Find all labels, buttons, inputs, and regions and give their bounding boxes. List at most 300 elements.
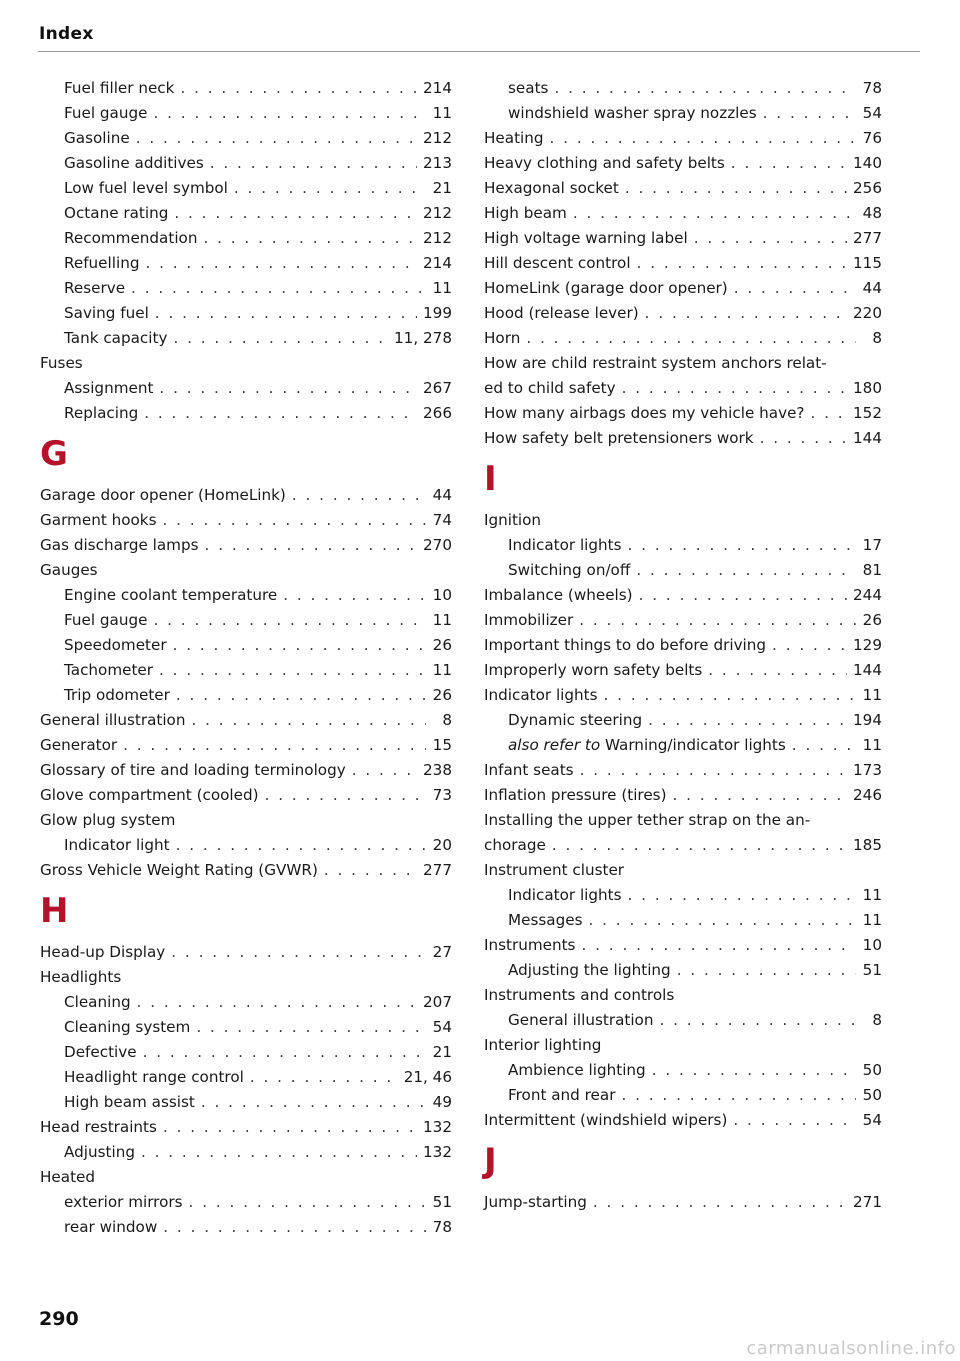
dot-leader — [621, 1083, 856, 1108]
dot-leader — [141, 1140, 417, 1165]
dot-leader — [144, 401, 417, 426]
index-entry — [40, 483, 452, 508]
page-reference: 8 — [872, 1011, 882, 1029]
dot-leader — [191, 708, 426, 733]
page-reference: 50 — [862, 1061, 882, 1079]
index-entry — [40, 1140, 452, 1165]
section-letter-j: J — [484, 1141, 497, 1181]
page-reference: 44 — [862, 279, 882, 297]
entry-term: Adjusting the lighting — [508, 961, 671, 979]
dot-leader — [552, 833, 847, 858]
page-reference: 266 — [423, 404, 452, 422]
dot-leader — [622, 376, 847, 401]
page-reference: 152 — [853, 404, 882, 422]
entries-i — [484, 508, 882, 1133]
entry-term — [508, 733, 786, 758]
entry-term: Gauges — [40, 561, 98, 579]
index-entry — [40, 783, 452, 808]
entry-term: Garage door opener (HomeLink) — [40, 486, 286, 504]
page-reference: 44 — [432, 486, 452, 504]
page-reference: 15 — [432, 736, 452, 754]
dot-leader — [137, 990, 417, 1015]
page-reference: 11 — [862, 686, 882, 704]
dot-leader — [210, 151, 417, 176]
entry-term: How are child restraint system anchors relat- — [484, 354, 827, 372]
page-reference: 214 — [423, 254, 452, 272]
page-reference: 144 — [853, 429, 882, 447]
index-entry — [484, 1008, 882, 1033]
index-entry — [40, 808, 452, 833]
page-number: 290 — [39, 1308, 79, 1330]
page-reference: 140 — [853, 154, 882, 172]
entry-term: Instruments and controls — [484, 986, 675, 1004]
entry-term: Glossary of tire and loading terminology — [40, 761, 346, 779]
page-reference: 220 — [853, 304, 882, 322]
entry-term: windshield washer spray nozzles — [508, 104, 757, 122]
index-entry — [40, 176, 452, 201]
index-entry — [40, 301, 452, 326]
entry-term: Trip odometer — [64, 686, 170, 704]
entry-term: Indicator lights — [484, 686, 598, 704]
index-entry — [40, 276, 452, 301]
index-entry — [40, 633, 452, 658]
dot-leader — [708, 658, 847, 683]
page-reference: 132 — [423, 1143, 452, 1161]
entry-term: Inflation pressure (tires) — [484, 786, 667, 804]
dot-leader — [550, 126, 856, 151]
entry-term: General illustration — [40, 711, 186, 729]
entries-h-cont — [484, 76, 882, 451]
entry-term: Defective — [64, 1043, 137, 1061]
page-reference: 271 — [853, 1193, 882, 1211]
dot-leader — [604, 683, 856, 708]
entry-term: Gross Vehicle Weight Rating (GVWR) — [40, 861, 318, 879]
entry-term: Imbalance (wheels) — [484, 586, 633, 604]
index-entry — [40, 101, 452, 126]
entry-term: Instruments — [484, 936, 576, 954]
dot-leader — [648, 708, 847, 733]
index-entry — [484, 76, 882, 101]
entry-term: Gasoline — [64, 129, 130, 147]
dot-leader — [324, 858, 417, 883]
page-reference: 81 — [862, 561, 882, 579]
dot-leader — [265, 783, 426, 808]
entry-term: Headlights — [40, 968, 122, 986]
page-reference: 8 — [872, 329, 882, 347]
index-entry — [484, 833, 882, 858]
index-entry — [484, 958, 882, 983]
page-reference: 144 — [853, 661, 882, 679]
dot-leader — [573, 201, 856, 226]
dot-leader — [810, 401, 847, 426]
page-reference: 207 — [423, 993, 452, 1011]
entry-term: Cleaning system — [64, 1018, 191, 1036]
page-reference: 180 — [853, 379, 882, 397]
index-entry — [484, 658, 882, 683]
entry-term: Octane rating — [64, 204, 169, 222]
dot-leader — [554, 76, 856, 101]
page-reference: 129 — [853, 636, 882, 654]
index-entry — [40, 1215, 452, 1240]
dot-leader — [123, 733, 426, 758]
index-entry — [40, 658, 452, 683]
page-reference: 277 — [423, 861, 452, 879]
page-reference: 54 — [862, 104, 882, 122]
entries-g — [40, 483, 452, 883]
entry-term: High beam — [484, 204, 567, 222]
dot-leader — [652, 1058, 856, 1083]
dot-leader — [189, 1190, 426, 1215]
index-entry — [40, 226, 452, 251]
dot-leader — [205, 533, 417, 558]
dot-leader — [673, 783, 847, 808]
entry-term: How many airbags does my vehicle have? — [484, 404, 805, 422]
index-entry — [40, 1190, 452, 1215]
dot-leader — [176, 683, 426, 708]
entry-term: Fuel gauge — [64, 104, 148, 122]
dot-leader — [143, 1040, 426, 1065]
dot-leader — [159, 376, 417, 401]
page-reference: 212 — [423, 129, 452, 147]
entry-term: seats — [508, 79, 549, 97]
section-letter-g: G — [40, 434, 68, 474]
index-entry — [484, 101, 882, 126]
dot-leader — [174, 201, 417, 226]
entry-term: High beam assist — [64, 1093, 195, 1111]
entry-term: rear window — [64, 1218, 158, 1236]
index-entry — [484, 151, 882, 176]
entry-term: Indicator light — [64, 836, 170, 854]
dot-leader — [694, 226, 847, 251]
index-entry — [40, 733, 452, 758]
entry-term: Tachometer — [64, 661, 154, 679]
entry-term: Refuelling — [64, 254, 140, 272]
entry-term: Ignition — [484, 511, 542, 529]
index-entry — [40, 201, 452, 226]
index-entry — [484, 783, 882, 808]
dot-leader — [201, 1090, 426, 1115]
entry-term: chorage — [484, 836, 546, 854]
page-reference: 74 — [432, 511, 452, 529]
dot-leader — [763, 101, 856, 126]
page-reference: 10 — [432, 586, 452, 604]
page-reference: 21, 46 — [403, 1068, 452, 1086]
index-entry — [484, 251, 882, 276]
index-entry — [484, 758, 882, 783]
entry-term: Recommendation — [64, 229, 198, 247]
index-entry — [484, 683, 882, 708]
index-entry — [40, 251, 452, 276]
index-entry — [484, 558, 882, 583]
dot-leader — [153, 608, 426, 633]
entry-term: Ambience lighting — [508, 1061, 646, 1079]
index-entry — [40, 1165, 452, 1190]
page-reference: 11 — [862, 911, 882, 929]
index-entry — [40, 376, 452, 401]
dot-leader — [163, 1115, 417, 1140]
page-reference: 11 — [432, 611, 452, 629]
dot-leader — [628, 533, 856, 558]
page-reference: 54 — [862, 1111, 882, 1129]
dot-leader — [628, 883, 856, 908]
entry-term: Headlight range control — [64, 1068, 244, 1086]
entry-term: Cleaning — [64, 993, 131, 1011]
index-entry — [40, 683, 452, 708]
index-entry — [40, 1015, 452, 1040]
dot-leader — [593, 1190, 847, 1215]
index-entry — [484, 1033, 882, 1058]
page-reference: 132 — [423, 1118, 452, 1136]
dot-leader — [588, 908, 856, 933]
page-reference: 54 — [432, 1018, 452, 1036]
page-reference: 199 — [423, 304, 452, 322]
index-entry — [40, 965, 452, 990]
dot-leader — [173, 633, 426, 658]
page-reference: 185 — [853, 836, 882, 854]
entry-term: Messages — [508, 911, 583, 929]
entry-term: Low fuel level symbol — [64, 179, 228, 197]
entry-term: Heated — [40, 1168, 96, 1186]
entry-term: Garment hooks — [40, 511, 157, 529]
index-entry — [40, 758, 452, 783]
entry-term: Indicator lights — [508, 886, 622, 904]
dot-leader — [176, 833, 426, 858]
index-entry — [484, 426, 882, 451]
dot-leader — [625, 176, 847, 201]
left-column — [40, 76, 452, 1240]
index-entry — [484, 401, 882, 426]
index-entry — [484, 733, 882, 758]
entry-term: Dynamic steering — [508, 711, 643, 729]
index-entry — [484, 908, 882, 933]
entry-term: Tank capacity — [64, 329, 168, 347]
dot-leader — [760, 426, 847, 451]
index-entry — [484, 608, 882, 633]
index-entry — [484, 326, 882, 351]
page-reference: 51 — [432, 1193, 452, 1211]
index-entry — [484, 226, 882, 251]
entries-f — [40, 76, 452, 426]
dot-leader — [636, 558, 856, 583]
entry-term: Fuel filler neck — [64, 79, 175, 97]
dot-leader — [283, 583, 426, 608]
index-entry — [40, 1040, 452, 1065]
dot-leader — [526, 326, 856, 351]
page-reference: 8 — [442, 711, 452, 729]
entry-term: Intermittent (windshield wipers) — [484, 1111, 728, 1129]
page-reference: 50 — [862, 1086, 882, 1104]
index-entry — [484, 933, 882, 958]
entries-j — [484, 1190, 882, 1215]
index-entry — [484, 633, 882, 658]
index-entry — [40, 508, 452, 533]
entry-term: Switching on/off — [508, 561, 631, 579]
entry-term: Speedometer — [64, 636, 167, 654]
index-entry — [484, 376, 882, 401]
entry-term: Infant seats — [484, 761, 574, 779]
page-reference: 11, 278 — [394, 329, 452, 347]
index-entry — [484, 708, 882, 733]
page-reference: 270 — [423, 536, 452, 554]
entry-term: Interior lighting — [484, 1036, 602, 1054]
index-entry — [484, 351, 882, 376]
page-reference: 238 — [423, 761, 452, 779]
entry-term-text: Warning/indicator lights — [600, 736, 786, 754]
index-entry — [484, 508, 882, 533]
page-reference: 115 — [853, 254, 882, 272]
index-entry — [484, 883, 882, 908]
dot-leader — [792, 733, 856, 758]
page-reference: 11 — [862, 886, 882, 904]
page-reference: 244 — [853, 586, 882, 604]
index-entry — [40, 833, 452, 858]
page-reference: 267 — [423, 379, 452, 397]
page-reference: 256 — [853, 179, 882, 197]
entry-term: Hill descent control — [484, 254, 631, 272]
entry-term: Instrument cluster — [484, 861, 625, 879]
cross-reference-label: also refer to — [508, 736, 601, 754]
page-reference: 194 — [853, 711, 882, 729]
entries-h — [40, 940, 452, 1240]
dot-leader — [733, 1108, 856, 1133]
entry-term: Fuel gauge — [64, 611, 148, 629]
page-reference: 26 — [862, 611, 882, 629]
dot-leader — [645, 301, 847, 326]
dot-leader — [352, 758, 417, 783]
entry-term: Heavy clothing and safety belts — [484, 154, 725, 172]
entry-term: Gasoline additives — [64, 154, 204, 172]
index-entry — [40, 1115, 452, 1140]
index-title: Index — [39, 24, 94, 44]
page-reference: 20 — [432, 836, 452, 854]
page-reference: 21 — [432, 179, 452, 197]
page-reference: 78 — [862, 79, 882, 97]
index-entry — [484, 1058, 882, 1083]
entry-term: Fuses — [40, 354, 83, 372]
index-entry — [40, 326, 452, 351]
entry-term: Immobilizer — [484, 611, 574, 629]
page-reference: 76 — [862, 129, 882, 147]
page-reference: 27 — [432, 943, 452, 961]
index-entry — [484, 176, 882, 201]
entry-term: Adjusting — [64, 1143, 135, 1161]
dot-leader — [292, 483, 426, 508]
dot-leader — [159, 658, 426, 683]
entry-term: Replacing — [64, 404, 139, 422]
index-entry — [484, 126, 882, 151]
entry-term: HomeLink (garage door opener) — [484, 279, 728, 297]
section-letter-i: I — [484, 459, 497, 499]
entry-term: Glove compartment (cooled) — [40, 786, 259, 804]
entry-term: How safety belt pretensioners work — [484, 429, 754, 447]
page-reference: 212 — [423, 229, 452, 247]
index-entry — [484, 858, 882, 883]
entry-term: High voltage warning label — [484, 229, 688, 247]
index-entry — [40, 940, 452, 965]
entry-term: Front and rear — [508, 1086, 616, 1104]
dot-leader — [131, 276, 426, 301]
dot-leader — [639, 583, 847, 608]
index-entry — [484, 1083, 882, 1108]
entry-term: Improperly worn safety belts — [484, 661, 703, 679]
page-reference: 10 — [862, 936, 882, 954]
dot-leader — [180, 76, 417, 101]
page-reference: 51 — [862, 961, 882, 979]
page-reference: 73 — [432, 786, 452, 804]
dot-leader — [171, 940, 426, 965]
page-reference: 11 — [862, 736, 882, 754]
index-entry — [484, 1108, 882, 1133]
entry-term: General illustration — [508, 1011, 654, 1029]
dot-leader — [581, 933, 856, 958]
page-reference: 11 — [432, 661, 452, 679]
dot-leader — [579, 608, 856, 633]
index-entry — [40, 1090, 452, 1115]
page-reference: 26 — [432, 636, 452, 654]
dot-leader — [163, 508, 426, 533]
entry-term: Heating — [484, 129, 544, 147]
dot-leader — [637, 251, 847, 276]
index-entry — [40, 608, 452, 633]
entry-term: Glow plug system — [40, 811, 176, 829]
index-entry — [40, 558, 452, 583]
dot-leader — [234, 176, 426, 201]
page-reference: 11 — [432, 104, 452, 122]
index-entry — [40, 583, 452, 608]
page-reference: 49 — [432, 1093, 452, 1111]
page-reference: 213 — [423, 154, 452, 172]
index-entry — [484, 201, 882, 226]
entry-term: Indicator lights — [508, 536, 622, 554]
entry-term: Engine coolant temperature — [64, 586, 278, 604]
page-reference: 212 — [423, 204, 452, 222]
index-entry — [40, 351, 452, 376]
index-entry — [40, 990, 452, 1015]
page-reference: 214 — [423, 79, 452, 97]
entry-term: Generator — [40, 736, 118, 754]
page-reference: 277 — [853, 229, 882, 247]
entry-term: Reserve — [64, 279, 126, 297]
page-reference: 21 — [432, 1043, 452, 1061]
dot-leader — [250, 1065, 398, 1090]
right-column — [484, 76, 882, 1215]
dot-leader — [153, 101, 426, 126]
entry-term: Head-up Display — [40, 943, 166, 961]
dot-leader — [145, 251, 417, 276]
dot-leader — [173, 326, 388, 351]
entry-term: Saving fuel — [64, 304, 149, 322]
entry-term: Gas discharge lamps — [40, 536, 199, 554]
index-entry — [40, 708, 452, 733]
entry-term: Installing the upper tether strap on the an- — [484, 811, 811, 829]
index-entry — [484, 808, 882, 833]
page-reference: 26 — [432, 686, 452, 704]
dot-leader — [196, 1015, 426, 1040]
index-entry — [484, 276, 882, 301]
page-reference: 173 — [853, 761, 882, 779]
dot-leader — [659, 1008, 856, 1033]
entry-term: Assignment — [64, 379, 154, 397]
index-entry — [40, 533, 452, 558]
entry-term: ed to child safety — [484, 379, 616, 397]
dot-leader — [136, 126, 417, 151]
page-reference: 48 — [862, 204, 882, 222]
entry-term: exterior mirrors — [64, 1193, 183, 1211]
index-entry — [40, 1065, 452, 1090]
index-entry — [484, 1190, 882, 1215]
index-entry — [40, 126, 452, 151]
entry-term: Important things to do before driving — [484, 636, 767, 654]
